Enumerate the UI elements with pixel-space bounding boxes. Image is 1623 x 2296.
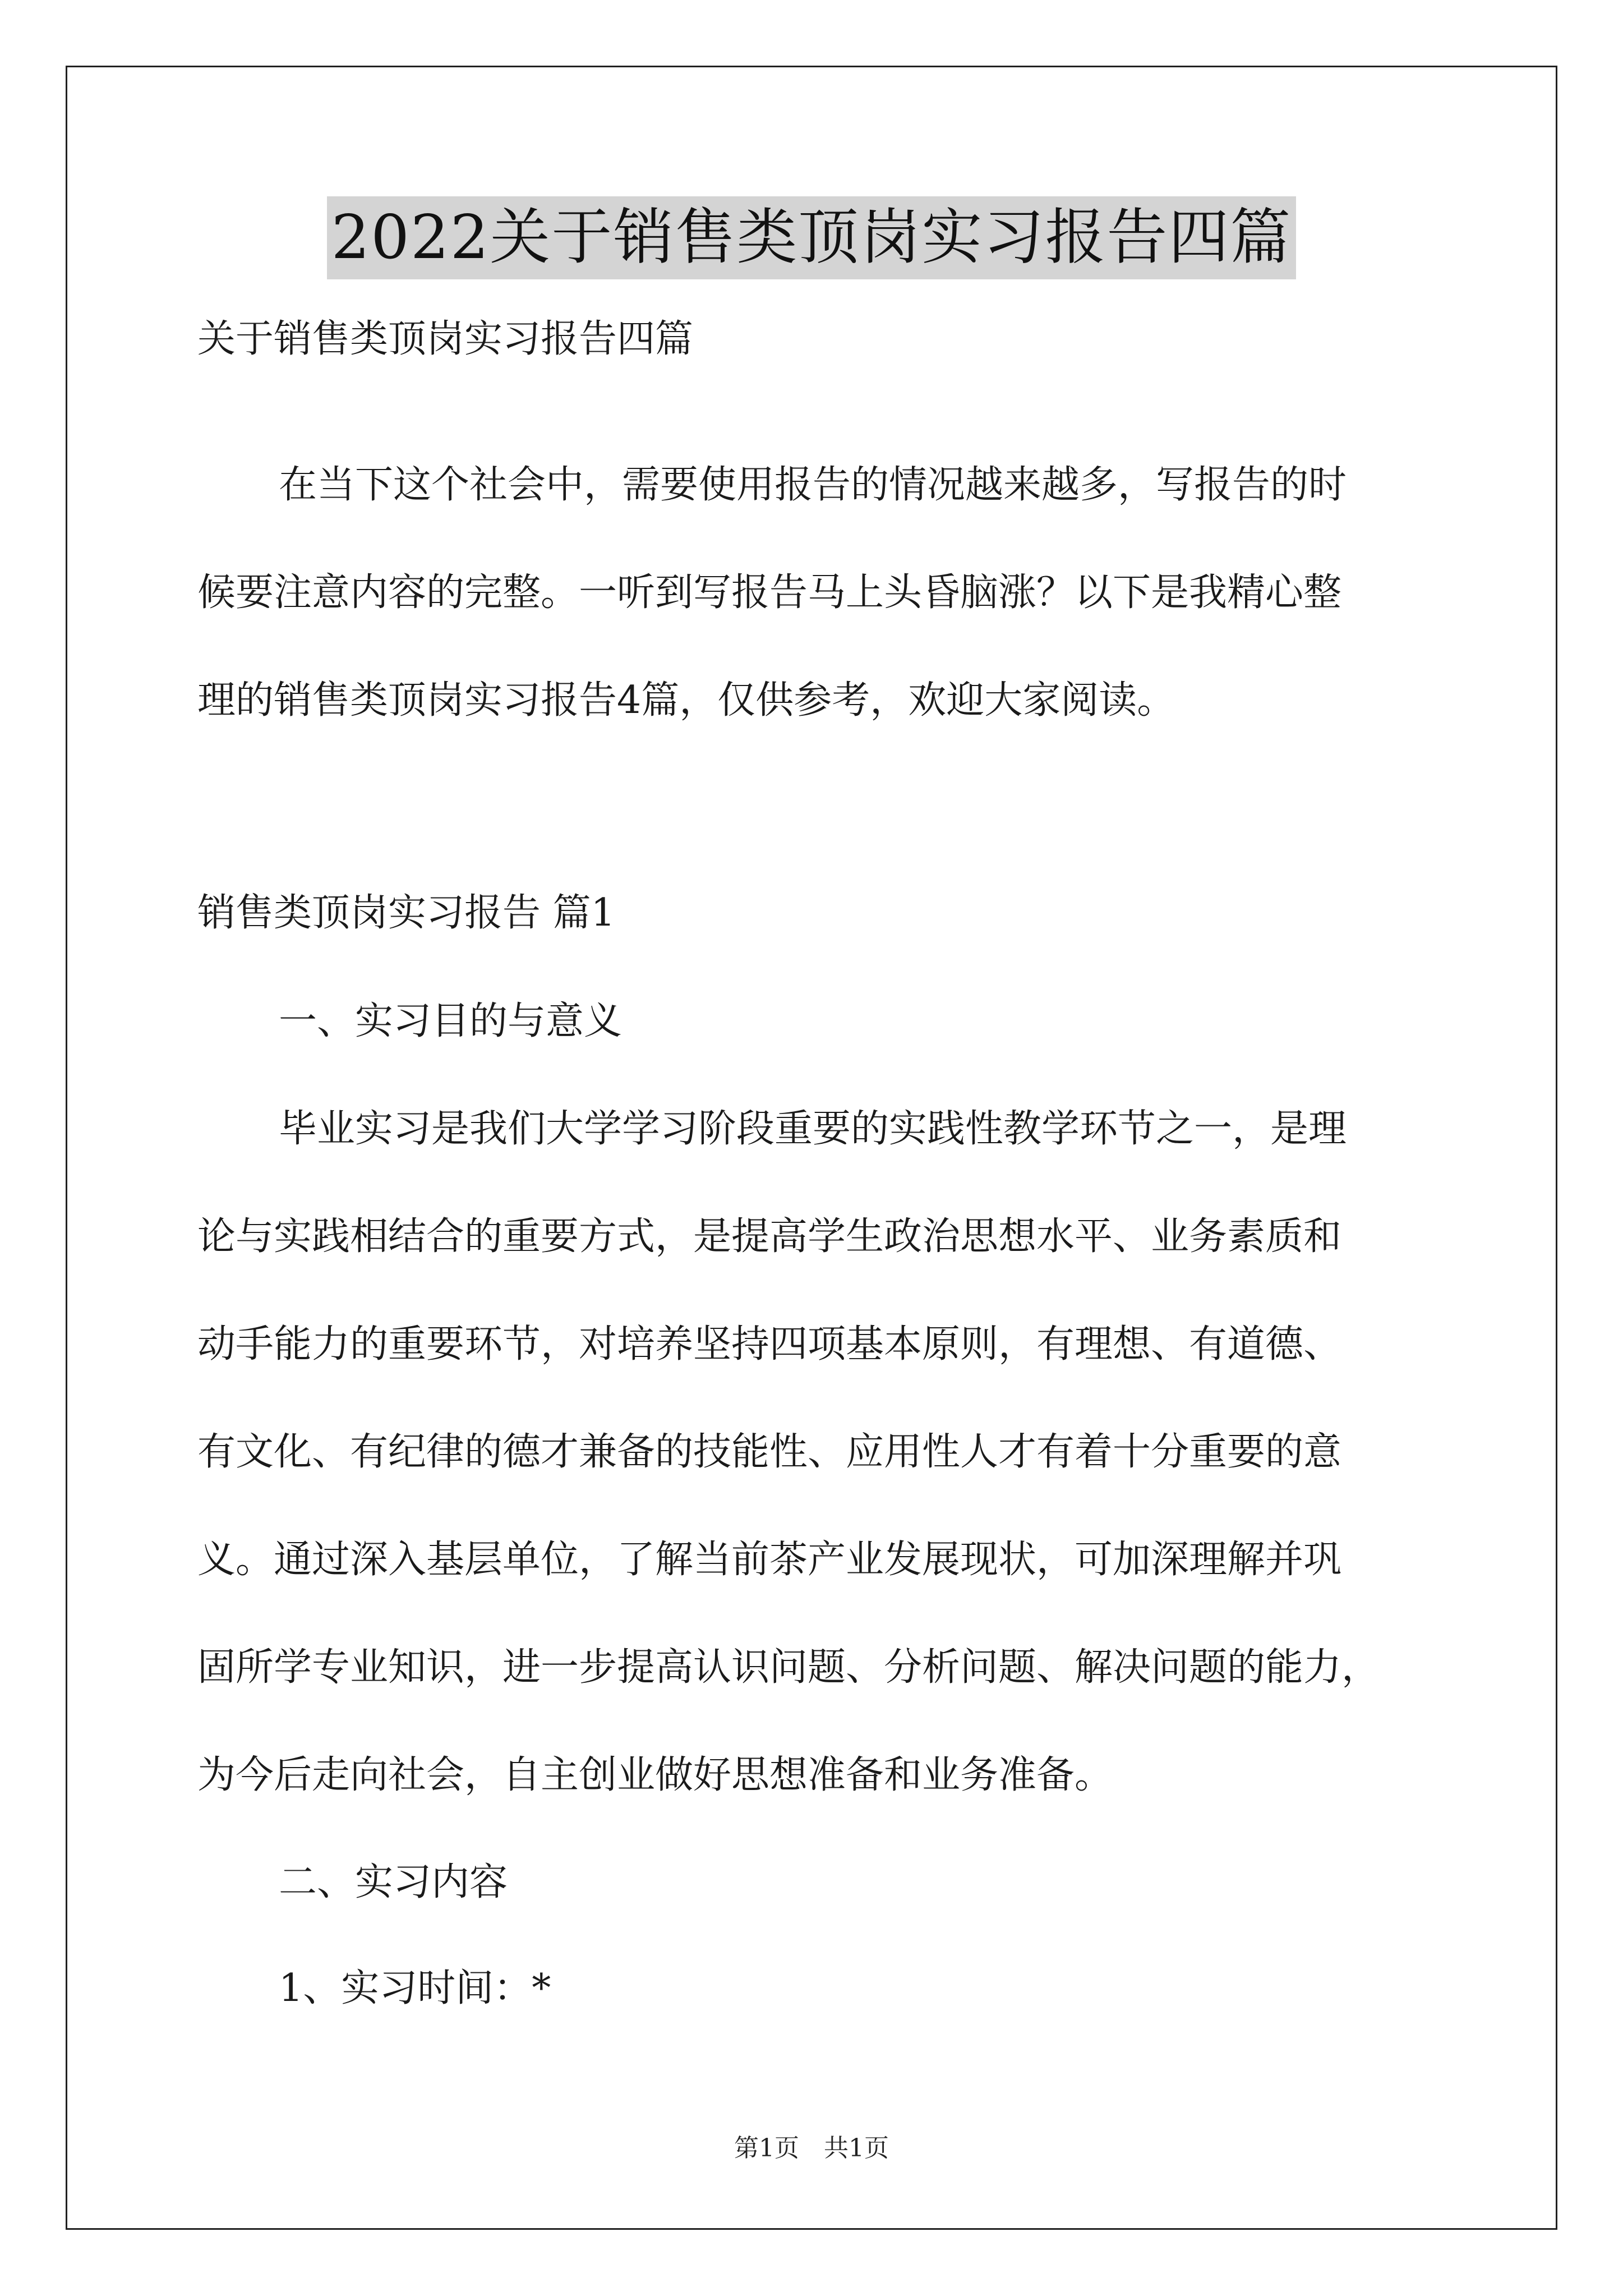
body-line-1: 毕业实习是我们大学学习阶段重要的实践性教学环节之一，是理 xyxy=(279,1107,1347,1151)
document-title: 2022关于销售类顶岗实习报告四篇 xyxy=(327,196,1297,279)
page-footer: 第1页 共1页 xyxy=(734,2134,889,2162)
body-line-5: 义。通过深入基层单位，了解当前茶产业发展现状，可加深理解并巩 xyxy=(197,1538,1342,1582)
intro-line-2: 候要注意内容的完整。一听到写报告马上头昏脑涨？以下是我精心整 xyxy=(197,570,1342,615)
subheading-content: 二、实习内容 xyxy=(279,1860,508,1904)
doc-subtitle: 关于销售类顶岗实习报告四篇 xyxy=(197,317,694,361)
title-container xyxy=(0,196,1623,279)
internship-time: 1、实习时间：* xyxy=(279,1966,551,2010)
intro-line-1: 在当下这个社会中，需要使用报告的情况越来越多，写报告的时 xyxy=(279,463,1347,507)
body-line-3: 动手能力的重要环节，对培养坚持四项基本原则，有理想、有道德、 xyxy=(197,1322,1342,1366)
body-line-4: 有文化、有纪律的德才兼备的技能性、应用性人才有着十分重要的意 xyxy=(197,1430,1342,1474)
intro-line-3: 理的销售类顶岗实习报告4篇，仅供参考，欢迎大家阅读。 xyxy=(197,678,1175,723)
body-line-6: 固所学专业知识，进一步提高认识问题、分析问题、解决问题的能力， xyxy=(197,1645,1380,1690)
section-heading: 销售类顶岗实习报告 篇1 xyxy=(197,891,615,935)
subheading-purpose: 一、实习目的与意义 xyxy=(279,999,623,1043)
body-line-2: 论与实践相结合的重要方式，是提高学生政治思想水平、业务素质和 xyxy=(197,1214,1342,1259)
body-line-7: 为今后走向社会，自主创业做好思想准备和业务准备。 xyxy=(197,1753,1113,1797)
